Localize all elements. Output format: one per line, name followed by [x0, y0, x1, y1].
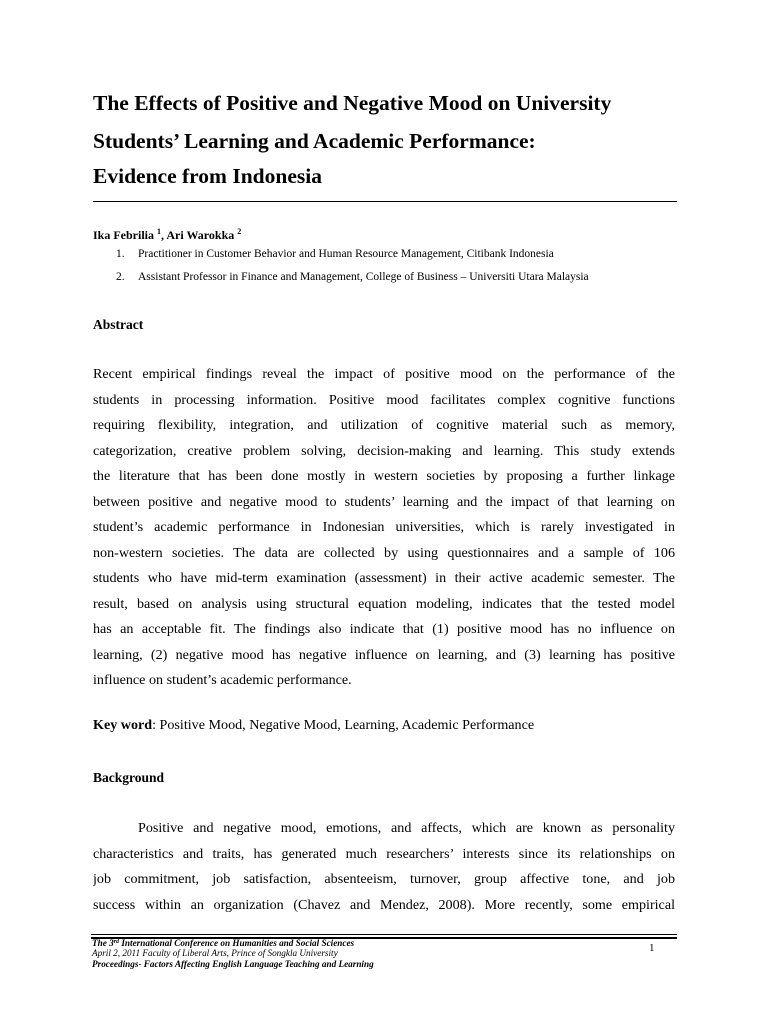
author-2-affiliation-mark: 2: [237, 227, 242, 236]
paper-title-line-1: The Effects of Positive and Negative Mood on University: [93, 91, 612, 115]
abstract-line: result, based on analysis using structural equation modeling, indicates that the tested model: [93, 595, 675, 612]
footer-proceedings-line: Proceedings- Factors Affecting English Language Teaching and Learning: [92, 958, 374, 969]
author-1-affiliation-mark: 1: [157, 227, 162, 236]
keywords-label: Key word: [93, 717, 153, 733]
abstract-line: Recent empirical findings reveal the impact of positive mood on the performance of the: [93, 366, 675, 382]
page-number: 1: [649, 942, 655, 954]
background-line: Positive and negative mood, emotions, and affects, which are known as personality: [138, 820, 675, 836]
abstract-heading: Abstract: [93, 317, 144, 332]
affiliation-2: [116, 271, 589, 283]
footer-conference-line: [92, 938, 374, 948]
background-heading: Background: [93, 770, 165, 785]
footer-conference-prefix: The 3: [92, 938, 114, 948]
footer-conference-name: International Conference on Humanities and Social Sciences: [119, 938, 355, 948]
abstract-line: the literature that has been done mostly in western societies by proposing a further linkage: [93, 468, 675, 484]
abstract-line: categorization, creative problem solving, decision-making and learning. This study extends: [93, 442, 675, 459]
author-line: [93, 228, 241, 243]
affiliation-1-text: Practitioner in Customer Behavior and Human Resource Management, Citibank Indonesia: [138, 248, 554, 260]
title-rule: [93, 201, 677, 202]
abstract-line: students in processing information. Positive mood facilitates complex cognitive functions: [93, 391, 675, 408]
paper-title-line-3: Evidence from Indonesia: [93, 164, 322, 188]
keywords-text: : Positive Mood, Negative Mood, Learning, Academic Performance: [152, 717, 535, 733]
abstract-line: students who have mid-term examination (assessment) in their active academic semester. The: [93, 570, 675, 586]
affiliation-1-number: 1.: [116, 248, 125, 260]
footer-conference-ordinal: rd: [113, 939, 120, 945]
background-line: job commitment, job satisfaction, absenteeism, turnover, group affective tone, and job: [93, 871, 675, 887]
affiliation-2-text: Assistant Professor in Finance and Management, College of Business – Universiti Utara Malaysia: [138, 271, 589, 283]
author-1-name: Ika Febrilia: [93, 228, 158, 242]
page-footer: [92, 938, 374, 969]
paper-title-line-2: Students’ Learning and Academic Performance:: [93, 129, 536, 153]
author-separator: ,: [161, 228, 167, 242]
footer-date-line: April 2, 2011 Faculty of Liberal Arts, Prince of Songkla University: [92, 948, 338, 959]
affiliation-2-number: 2.: [116, 271, 125, 283]
footer-rule-thin: [91, 934, 677, 935]
keywords-line: [93, 717, 534, 734]
abstract-line: has an acceptable fit. The findings also indicate that (1) positive mood has no influence on: [93, 621, 675, 637]
affiliation-1: [116, 248, 554, 260]
abstract-line: between positive and negative mood to students’ learning and the impact of that learning on: [93, 493, 675, 510]
abstract-line: student’s academic performance in Indonesian universities, which is rarely investigated in: [93, 519, 675, 535]
background-line: success within an organization (Chavez and Mendez, 2008). More recently, some empirical: [93, 896, 675, 913]
abstract-line: influence on student’s academic performance.: [93, 672, 352, 688]
abstract-paragraph: [93, 362, 675, 694]
abstract-line: requiring flexibility, integration, and utilization of cognitive material such as memory,: [93, 417, 675, 433]
abstract-line: non-western societies. The data are collected by using questionnaires and a sample of 106: [93, 544, 675, 561]
abstract-line: learning, (2) negative mood has negative influence on learning, and (3) learning has positive: [93, 646, 675, 663]
background-paragraph: [93, 816, 675, 918]
author-2-name: Ari Warokka: [166, 228, 238, 242]
background-line: characteristics and traits, has generated much researchers’ interests since its relationships on: [93, 845, 675, 862]
